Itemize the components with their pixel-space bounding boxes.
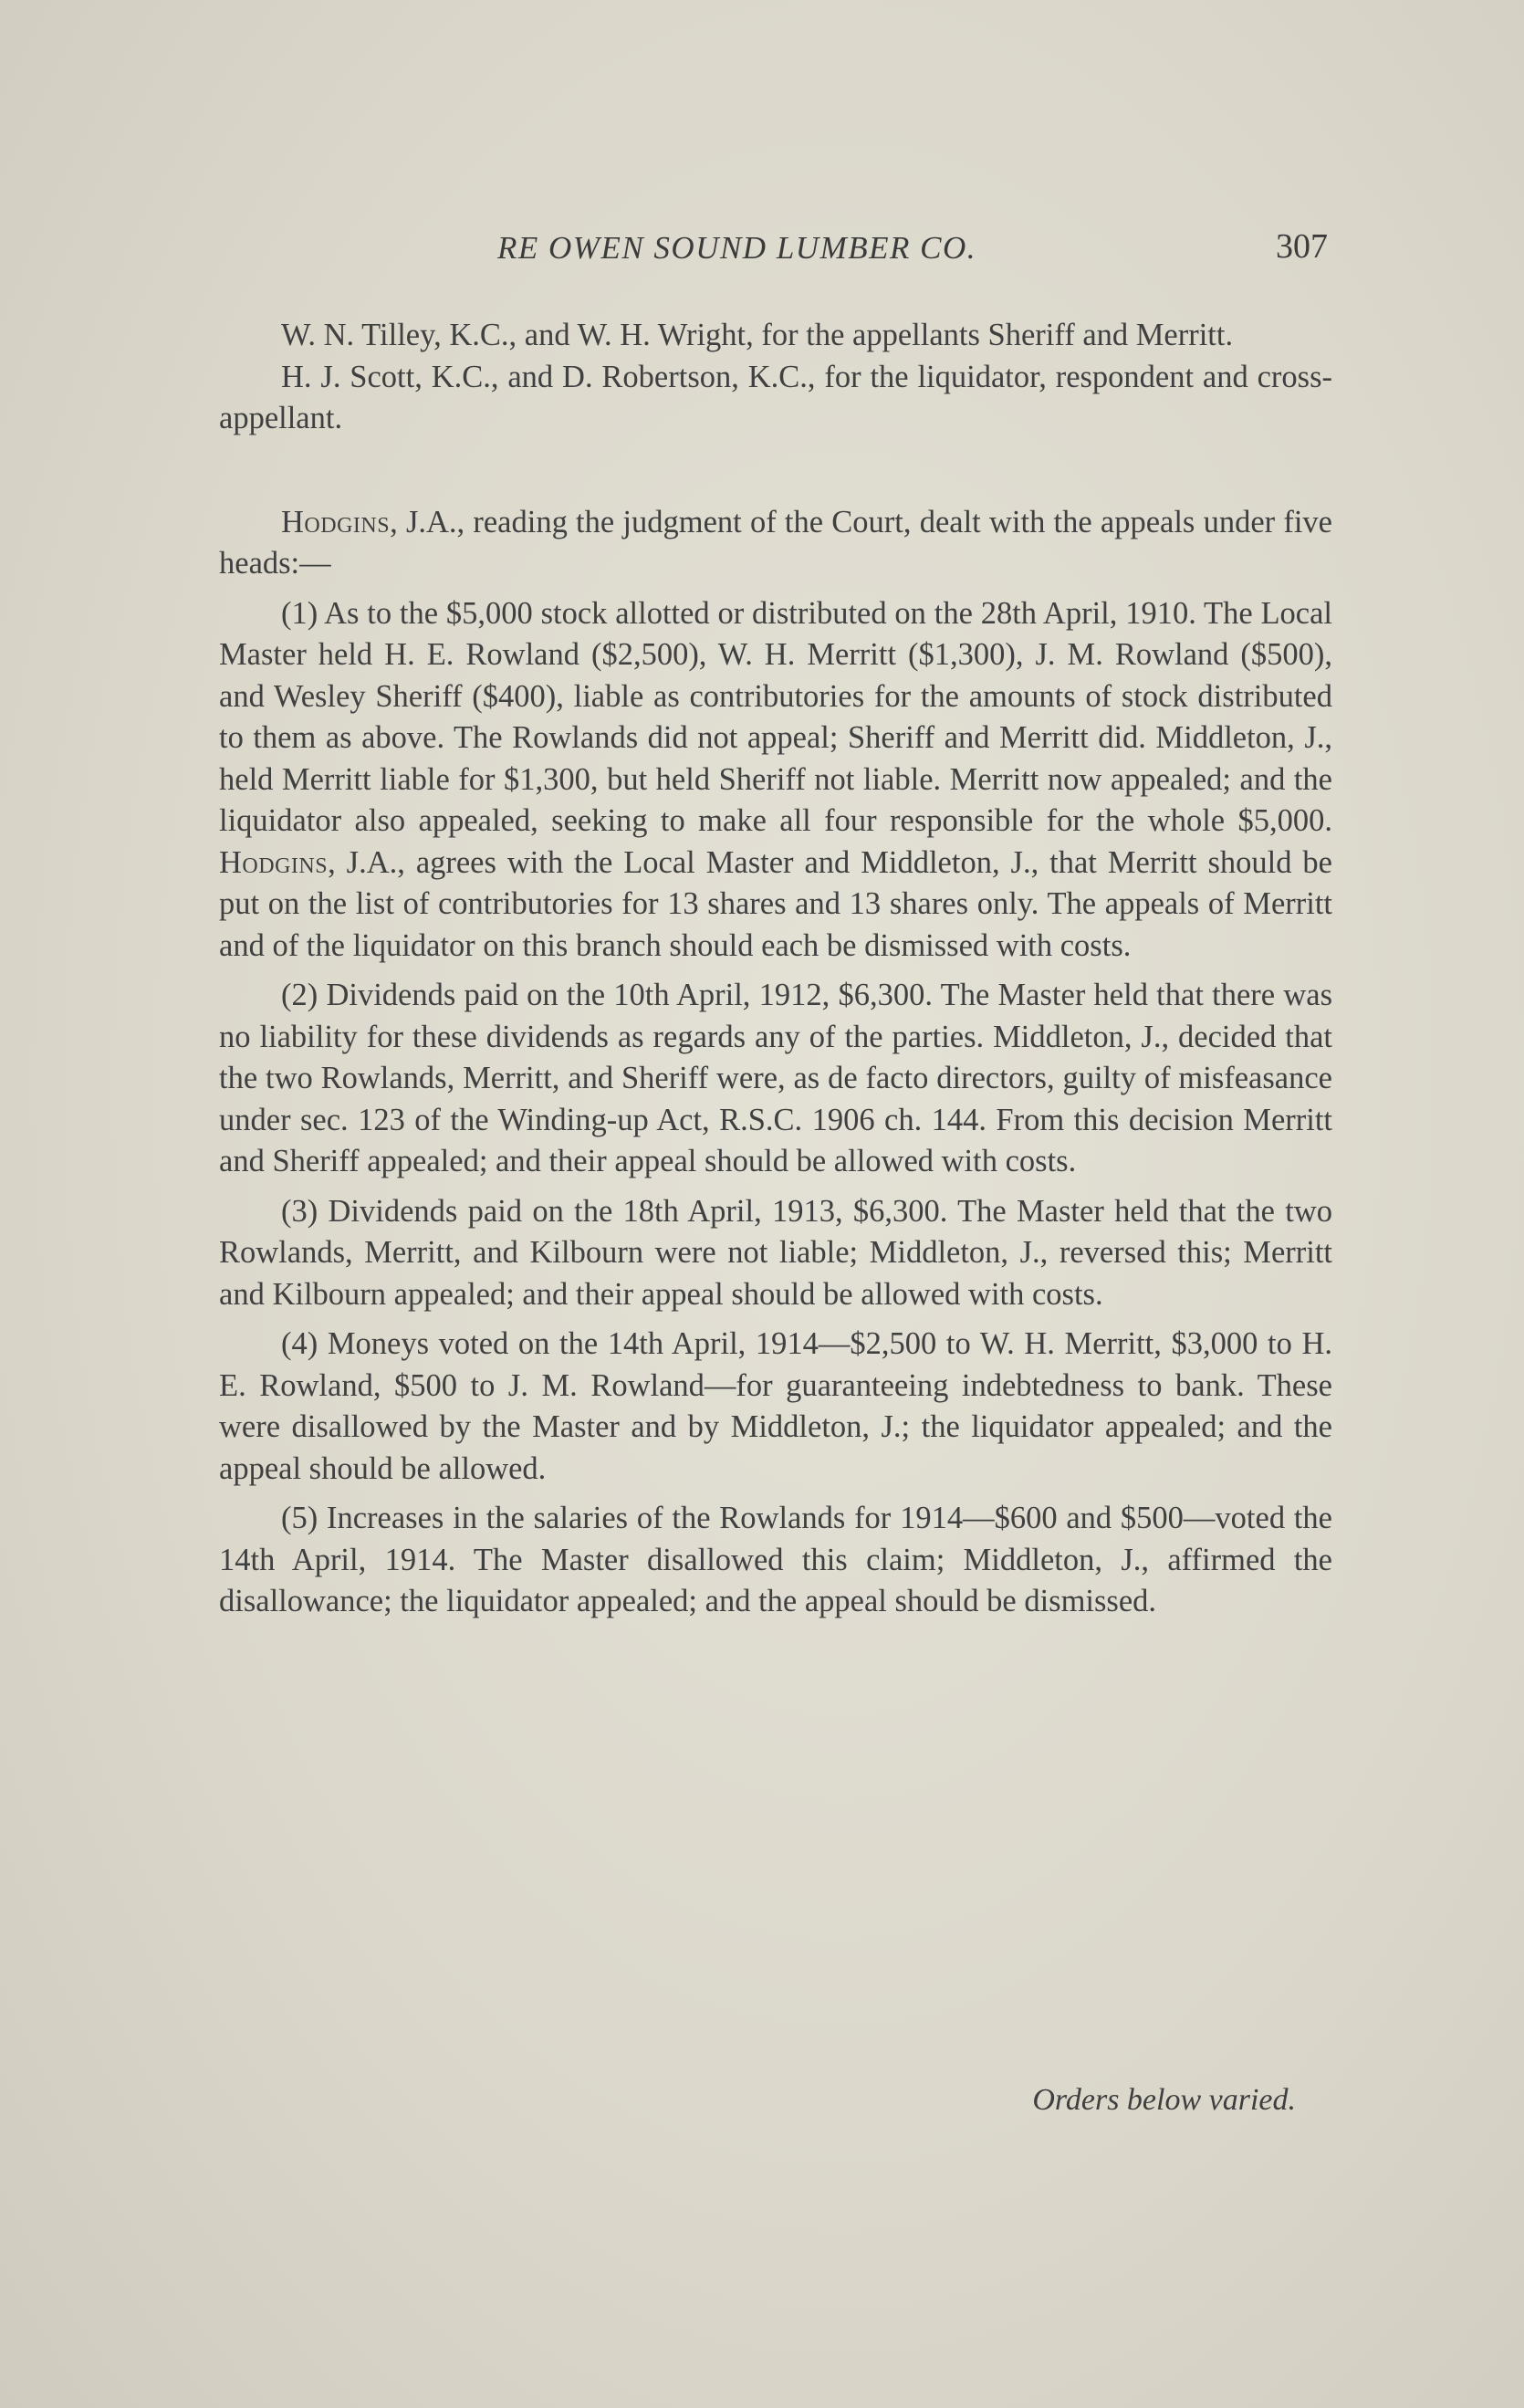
head-4-paragraph: (4) Moneys voted on the 14th April, 1914—$2,500 to W. H. Merritt, $3,000 to H. E. Rowland, $500 to J. M. Rowland—for guaranteeing indebtedness to bank. These were disallowed by the Master and by Middleton, J.; the liquidator appealed; and the appeal should be allowed. [219, 1326, 1332, 1486]
judgment-intro-paragraph [219, 502, 1332, 585]
closing-order: Orders below varied. [1032, 2083, 1296, 2117]
head-1-paragraph [219, 593, 1332, 968]
head-1-text-part1: (1) As to the $5,000 stock allotted or distributed on the 28th April, 1910. The Local Master held H. E. Rowland ($2,500), W. H. Merritt ($1,300), J. M. Rowland ($500), and Wesley Sheriff ($400), liable as contributories for the amounts of stock distributed to them as above. The Rowlands did not appeal; Sheriff and Merritt did. Middleton, J., held Merritt liable for $1,300, but held Sheriff not liable. Merritt now appealed; and the liquidator also appealed, seeking to make all four responsible for the whole $5,000. [219, 595, 1332, 838]
counsel-paragraph-appellants: W. N. Tilley, K.C., and W. H. Wright, for the appellants Sheriff and Merritt. [281, 318, 1234, 352]
head-5-paragraph: (5) Increases in the salaries of the Rowlands for 1914—$600 and $500—voted the 14th April, 1914. The Master disallowed this claim; Middleton, J., affirmed the disallowance; the liquidator appealed; and the appeal should be dismissed. [219, 1501, 1332, 1618]
page-number: 307 [1276, 227, 1328, 266]
head-1-text-part2: , J.A., agrees with the Local Master and Middleton, J., that Merritt should be put on the list of contributories for 13 shares and 13 shares only. The appeals of Merritt and of the liquidator on this branch should each be dismissed with costs. [219, 844, 1332, 963]
body-text [219, 315, 1332, 1623]
head-3-paragraph: (3) Dividends paid on the 18th April, 1913, $6,300. The Master held that the two Rowlands, Merritt, and Kilbourn were not liable; Middleton, J., reversed this; Merritt and Kilbourn appealed; and their appeal should be allowed with costs. [219, 1193, 1332, 1312]
counsel-paragraph-liquidator: H. J. Scott, K.C., and D. Robertson, K.C., for the liquidator, respondent and cross-appellant. [219, 359, 1332, 435]
running-head [219, 227, 1328, 276]
judge-name: Hodgins [281, 504, 391, 539]
head-1-judge-name: Hodgins [219, 844, 329, 880]
running-title: RE OWEN SOUND LUMBER CO. [497, 230, 976, 266]
head-2-paragraph: (2) Dividends paid on the 10th April, 1912, $6,300. The Master held that there was no liability for these dividends as regards any of the parties. Middleton, J., decided that the two Rowlands, Merritt, and Sheriff were, as de facto directors, guilty of misfeasance under sec. 123 of the Winding-up Act, R.S.C. 1906 ch. 144. From this decision Merritt and Sheriff appealed; and their appeal should be allowed with costs. [219, 978, 1332, 1178]
judgment-intro-text: , J.A., reading the judgment of the Court, dealt with the appeals under five heads:— [219, 504, 1332, 581]
